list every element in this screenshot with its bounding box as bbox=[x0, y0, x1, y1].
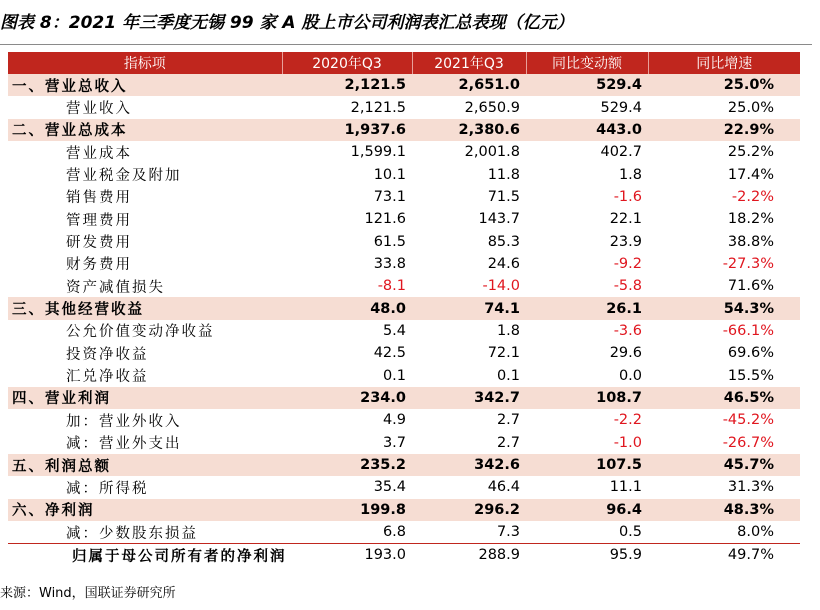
value-2021q3: 2,380.6 bbox=[412, 119, 526, 141]
value-2021q3: 85.3 bbox=[487, 233, 520, 250]
value-2020q3: 35.4 bbox=[373, 479, 406, 496]
row-label: 二、营业总成本 bbox=[8, 119, 282, 141]
table-row bbox=[8, 230, 800, 252]
header-yoy-growth: 同比增速 bbox=[648, 52, 800, 74]
row-label: 研发费用 bbox=[66, 235, 132, 252]
value-yoy-change: -2.2 bbox=[613, 412, 642, 429]
value-2021q3: 2,001.8 bbox=[464, 144, 520, 161]
value-2021q3: 24.6 bbox=[487, 255, 520, 272]
value-yoy-growth: 71.6% bbox=[727, 278, 774, 295]
table-row bbox=[8, 275, 800, 297]
table-row bbox=[8, 499, 800, 521]
value-2021q3: 11.8 bbox=[487, 166, 520, 183]
value-yoy-change: 29.6 bbox=[609, 345, 642, 362]
source-note: 来源：Wind，国联证券研究所 bbox=[0, 586, 176, 601]
value-yoy-growth: -45.2% bbox=[722, 412, 774, 429]
value-yoy-change: 402.7 bbox=[600, 144, 642, 161]
row-label: 减：少数股东损益 bbox=[66, 525, 198, 542]
value-yoy-growth: 15.5% bbox=[727, 367, 774, 384]
value-yoy-change: -1.0 bbox=[613, 434, 642, 451]
value-yoy-growth: 54.3% bbox=[648, 297, 800, 319]
value-2020q3: 73.1 bbox=[373, 188, 406, 205]
table-row bbox=[8, 320, 800, 342]
table-row bbox=[8, 186, 800, 208]
value-yoy-change: 0.5 bbox=[618, 524, 642, 541]
value-yoy-growth: 25.0% bbox=[727, 99, 774, 116]
header-yoy-change: 同比变动额 bbox=[526, 52, 648, 74]
value-2020q3: 234.0 bbox=[282, 387, 412, 409]
value-2020q3: 4.9 bbox=[382, 412, 406, 429]
value-2020q3: 0.1 bbox=[382, 367, 406, 384]
value-2021q3: 71.5 bbox=[487, 188, 520, 205]
row-label: 三、其他经营收益 bbox=[8, 297, 282, 319]
table-row bbox=[8, 253, 800, 275]
value-yoy-growth: 38.8% bbox=[727, 233, 774, 250]
value-2021q3: 2.7 bbox=[496, 412, 520, 429]
table-row bbox=[8, 208, 800, 230]
value-2020q3: 10.1 bbox=[373, 166, 406, 183]
value-yoy-change: -9.2 bbox=[613, 255, 642, 272]
value-2020q3: 2,121.5 bbox=[350, 99, 406, 116]
value-yoy-change: 96.4 bbox=[526, 499, 648, 521]
value-yoy-change: 529.4 bbox=[600, 99, 642, 116]
table-row bbox=[8, 364, 800, 386]
table-row bbox=[8, 96, 800, 118]
value-yoy-change: 443.0 bbox=[526, 119, 648, 141]
table-row bbox=[8, 387, 800, 409]
header-item: 指标项 bbox=[8, 52, 282, 74]
table-row bbox=[8, 432, 800, 454]
value-yoy-change: -1.6 bbox=[613, 188, 642, 205]
value-yoy-change: 108.7 bbox=[526, 387, 648, 409]
value-2020q3: 48.0 bbox=[282, 297, 412, 319]
value-yoy-growth: 8.0% bbox=[737, 524, 774, 541]
table-row bbox=[8, 163, 800, 185]
row-label: 营业成本 bbox=[66, 145, 132, 162]
value-2021q3: 143.7 bbox=[478, 211, 520, 228]
value-2021q3: 46.4 bbox=[487, 479, 520, 496]
value-yoy-growth: -27.3% bbox=[722, 255, 774, 272]
table-row bbox=[8, 454, 800, 476]
value-yoy-growth: 18.2% bbox=[727, 211, 774, 228]
value-2020q3: 199.8 bbox=[282, 499, 412, 521]
value-2020q3: 42.5 bbox=[373, 345, 406, 362]
value-2020q3: 33.8 bbox=[373, 255, 406, 272]
value-yoy-change: 23.9 bbox=[609, 233, 642, 250]
value-2021q3: 342.6 bbox=[412, 454, 526, 476]
row-label: 汇兑净收益 bbox=[66, 369, 149, 386]
title-divider bbox=[0, 44, 812, 45]
row-label: 减：所得税 bbox=[66, 480, 149, 497]
value-2020q3: 235.2 bbox=[282, 454, 412, 476]
value-yoy-change: -5.8 bbox=[613, 278, 642, 295]
table-row bbox=[8, 409, 800, 431]
header-2020q3: 2020年Q3 bbox=[282, 52, 412, 74]
value-yoy-change: 529.4 bbox=[526, 74, 648, 96]
value-2021q3: 2,650.9 bbox=[464, 99, 520, 116]
value-2021q3: 1.8 bbox=[496, 322, 520, 339]
value-yoy-growth: 48.3% bbox=[648, 499, 800, 521]
value-yoy-change: 95.9 bbox=[526, 544, 648, 567]
value-2021q3: 7.3 bbox=[496, 524, 520, 541]
value-2020q3: 1,599.1 bbox=[350, 144, 406, 161]
value-yoy-growth: 22.9% bbox=[648, 119, 800, 141]
value-yoy-change: 0.0 bbox=[618, 367, 642, 384]
value-2020q3: -8.1 bbox=[377, 278, 406, 295]
value-2020q3: 193.0 bbox=[282, 544, 412, 567]
value-2021q3: 288.9 bbox=[412, 544, 526, 567]
value-2020q3: 5.4 bbox=[382, 322, 406, 339]
row-label: 营业税金及附加 bbox=[66, 168, 182, 185]
row-label: 管理费用 bbox=[66, 212, 132, 229]
value-2021q3: 296.2 bbox=[412, 499, 526, 521]
value-yoy-change: -3.6 bbox=[613, 322, 642, 339]
row-label: 归属于母公司所有者的净利润 bbox=[8, 544, 282, 567]
value-yoy-growth: -66.1% bbox=[722, 322, 774, 339]
value-yoy-growth: 46.5% bbox=[648, 387, 800, 409]
table-header-row bbox=[8, 52, 800, 74]
row-label: 销售费用 bbox=[66, 190, 132, 207]
row-label: 加：营业外收入 bbox=[66, 413, 182, 430]
table-row bbox=[8, 141, 800, 163]
table-row bbox=[8, 521, 800, 544]
table-row bbox=[8, 476, 800, 498]
table-row bbox=[8, 297, 800, 319]
row-label: 减：营业外支出 bbox=[66, 436, 182, 453]
row-label: 资产减值损失 bbox=[66, 279, 165, 296]
table-row bbox=[8, 544, 800, 567]
value-yoy-change: 26.1 bbox=[526, 297, 648, 319]
chart-title: 图表 8：2021 年三季度无锡 99 家 A 股上市公司利润表汇总表现（亿元） bbox=[0, 13, 574, 33]
value-2020q3: 1,937.6 bbox=[282, 119, 412, 141]
value-yoy-growth: -26.7% bbox=[722, 434, 774, 451]
row-label: 五、利润总额 bbox=[8, 454, 282, 476]
value-2020q3: 61.5 bbox=[373, 233, 406, 250]
table-row bbox=[8, 342, 800, 364]
value-2021q3: 74.1 bbox=[412, 297, 526, 319]
table-row bbox=[8, 119, 800, 141]
value-yoy-growth: 31.3% bbox=[727, 479, 774, 496]
value-2021q3: -14.0 bbox=[482, 278, 520, 295]
header-2021q3: 2021年Q3 bbox=[412, 52, 526, 74]
value-yoy-growth: 49.7% bbox=[648, 544, 800, 567]
value-yoy-growth: -2.2% bbox=[731, 188, 774, 205]
row-label: 营业收入 bbox=[66, 101, 132, 118]
row-label: 财务费用 bbox=[66, 257, 132, 274]
row-label: 六、净利润 bbox=[8, 499, 282, 521]
value-2020q3: 2,121.5 bbox=[282, 74, 412, 96]
value-yoy-growth: 69.6% bbox=[727, 345, 774, 362]
value-yoy-growth: 25.0% bbox=[648, 74, 800, 96]
row-label: 四、营业利润 bbox=[8, 387, 282, 409]
value-yoy-change: 11.1 bbox=[609, 479, 642, 496]
value-2021q3: 2,651.0 bbox=[412, 74, 526, 96]
value-2021q3: 72.1 bbox=[487, 345, 520, 362]
value-2020q3: 121.6 bbox=[364, 211, 406, 228]
row-label: 投资净收益 bbox=[66, 346, 149, 363]
value-yoy-growth: 17.4% bbox=[727, 166, 774, 183]
value-yoy-change: 107.5 bbox=[526, 454, 648, 476]
income-statement-table bbox=[8, 52, 800, 567]
row-label: 一、营业总收入 bbox=[8, 74, 282, 96]
value-2020q3: 6.8 bbox=[382, 524, 406, 541]
table-row bbox=[8, 74, 800, 96]
value-yoy-growth: 45.7% bbox=[648, 454, 800, 476]
value-yoy-growth: 25.2% bbox=[727, 144, 774, 161]
value-2020q3: 3.7 bbox=[382, 434, 406, 451]
row-label: 公允价值变动净收益 bbox=[66, 324, 215, 341]
value-2021q3: 2.7 bbox=[496, 434, 520, 451]
value-yoy-change: 1.8 bbox=[618, 166, 642, 183]
value-2021q3: 342.7 bbox=[412, 387, 526, 409]
value-2021q3: 0.1 bbox=[496, 367, 520, 384]
value-yoy-change: 22.1 bbox=[609, 211, 642, 228]
